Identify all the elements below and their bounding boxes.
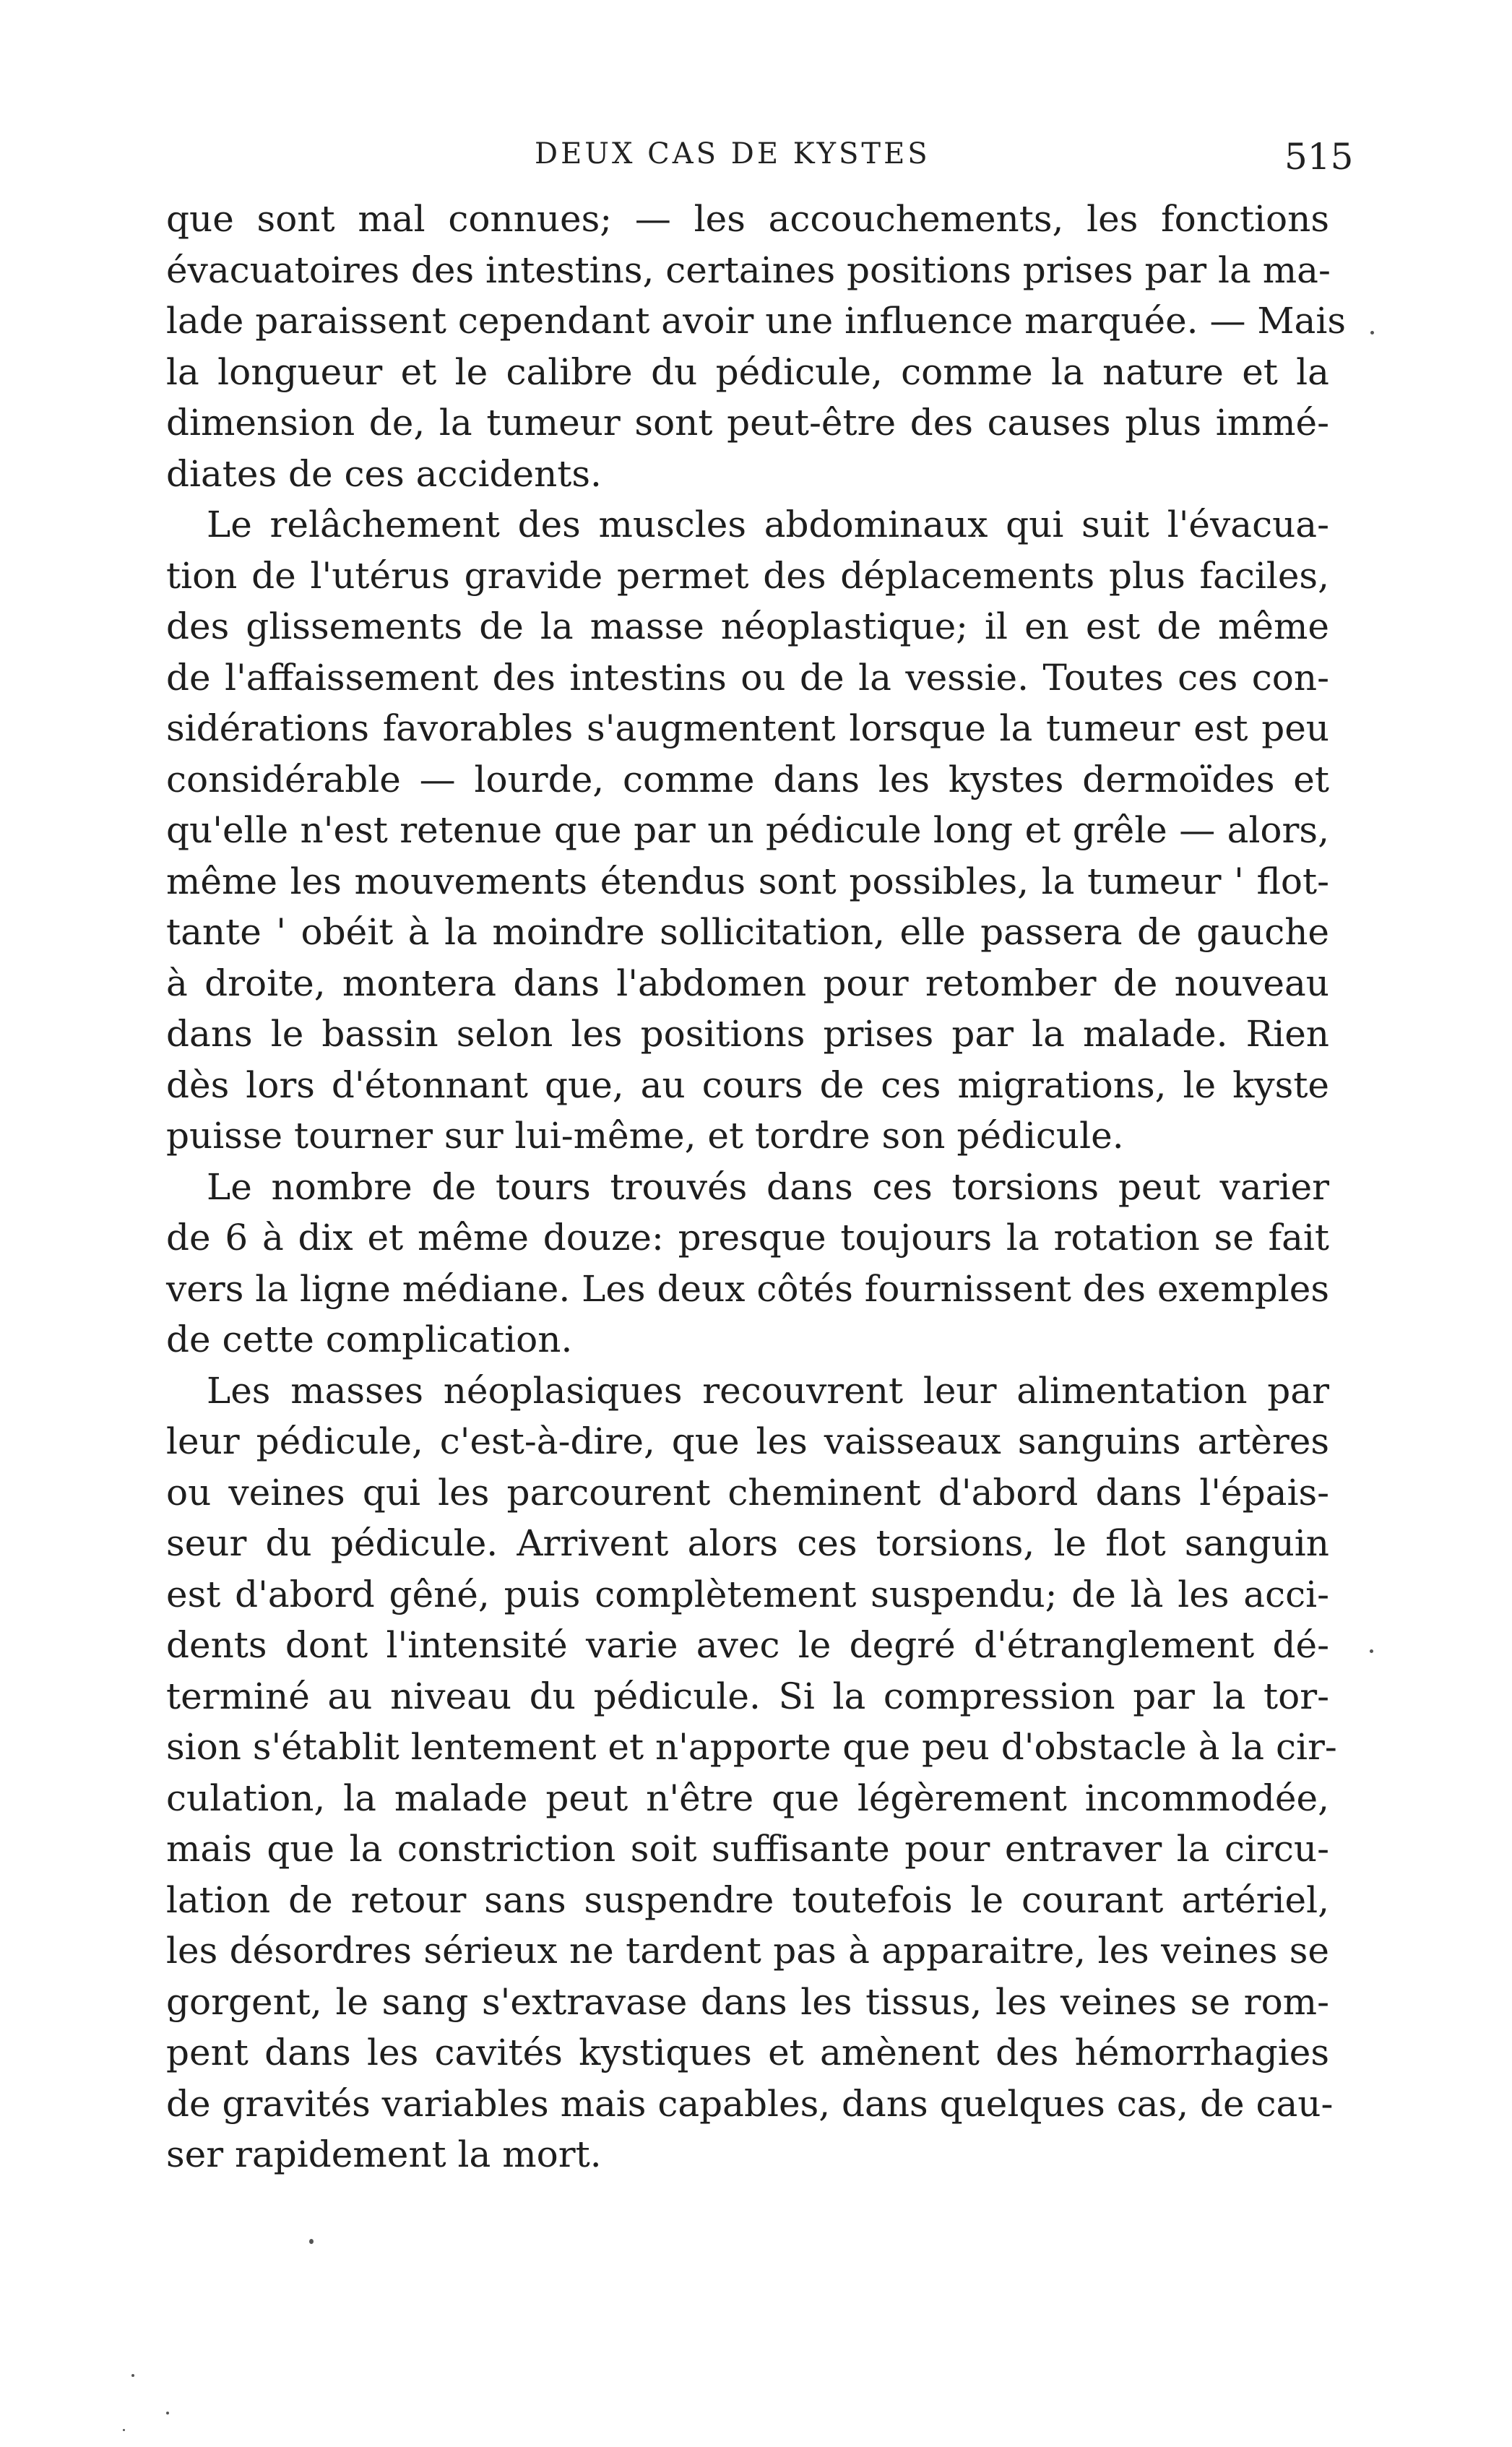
text-line: diates de ces accidents. [166, 452, 602, 495]
text-line: de l'affaissement des intestins ou de la vessie. Toutes ces con- [166, 656, 1329, 699]
text-line: que sont mal connues; — les accouchements, les fonctions [166, 198, 1329, 240]
print-speck [1370, 1649, 1373, 1653]
text-line: les désordres sérieux ne tardent pas à apparaitre, les veines se [166, 1930, 1329, 1972]
text-line: vers la ligne médiane. Les deux côtés fournissent des exemples [166, 1267, 1329, 1310]
text-line: dents dont l'intensité varie avec le degré d'étranglement dé- [166, 1624, 1329, 1666]
text-line: Les masses néoplasiques recouvrent leur alimentation par [207, 1369, 1329, 1412]
print-speck [123, 2429, 125, 2431]
paragraph [166, 1365, 1337, 2180]
page-number: 515 [1284, 136, 1354, 178]
text-line: sion s'établit lentement et n'apporte que peu d'obstacle à la cir- [166, 1726, 1337, 1768]
text-line: lation de retour sans suspendre toutefois le courant artériel, [166, 1878, 1329, 1921]
text-line: considérable — lourde, comme dans les kystes dermoïdes et [166, 758, 1329, 800]
paragraph [166, 499, 1329, 1162]
text-line: tion de l'utérus gravide permet des déplacements plus faciles, [166, 554, 1329, 597]
text-line: ser rapidement la mort. [166, 2133, 602, 2175]
body-text [166, 194, 1347, 2180]
text-line: la longueur et le calibre du pédicule, comme la nature et la [166, 350, 1329, 393]
text-line: seur du pédicule. Arrivent alors ces torsions, le flot sanguin [166, 1522, 1329, 1564]
text-line: même les mouvements étendus sont possibles, la tumeur ' flot- [166, 860, 1329, 902]
text-line: évacuatoires des intestins, certaines positions prises par la ma- [166, 249, 1331, 291]
text-line: dès lors d'étonnant que, au cours de ces migrations, le kyste [166, 1063, 1329, 1106]
text-line: sidérations favorables s'augmentent lorsque la tumeur est peu [166, 707, 1329, 749]
print-speck [166, 2412, 169, 2414]
running-head: DEUX CAS DE KYSTES [535, 137, 930, 171]
text-line: dans le bassin selon les positions prises par la malade. Rien [166, 1013, 1329, 1055]
text-line: gorgent, le sang s'extravase dans les tissus, les veines se rom- [166, 1980, 1329, 2023]
text-line: dimension de, la tumeur sont peut-être des causes plus immé- [166, 402, 1329, 444]
text-line: leur pédicule, c'est-à-dire, que les vaisseaux sanguins artères [166, 1420, 1329, 1462]
text-line: terminé au niveau du pédicule. Si la compression par la tor- [166, 1675, 1329, 1717]
text-line: pent dans les cavités kystiques et amènent des hémorrhagies [166, 2032, 1329, 2073]
text-line: à droite, montera dans l'abdomen pour retomber de nouveau [166, 962, 1329, 1004]
text-line: des glissements de la masse néoplastique; il en est de même [166, 605, 1329, 647]
paragraph [166, 194, 1347, 499]
text-line: lade paraissent cependant avoir une influence marquée. — Mais [166, 300, 1347, 342]
text-line: est d'abord gêné, puis complètement suspendu; de là les acci- [166, 1573, 1329, 1615]
print-speck [309, 2239, 314, 2244]
text-line: de 6 à dix et même douze: presque toujours la rotation se fait [166, 1217, 1329, 1259]
text-line: Le nombre de tours trouvés dans ces torsions peut varier [207, 1165, 1329, 1208]
text-line: Le relâchement des muscles abdominaux qui suit l'évacua- [207, 504, 1329, 545]
text-line: tante ' obéit à la moindre sollicitation, elle passera de gauche [166, 911, 1329, 953]
paragraph [166, 1162, 1329, 1365]
text-line: de gravités variables mais capables, dans quelques cas, de cau- [166, 2082, 1334, 2125]
text-line: puisse tourner sur lui-même, et tordre son pédicule. [166, 1115, 1124, 1157]
text-line: de cette complication. [166, 1319, 573, 1360]
print-speck [1370, 331, 1374, 335]
print-speck [131, 2374, 134, 2377]
text-line: qu'elle n'est retenue que par un pédicule long et grêle — alors, [166, 809, 1329, 851]
text-line: mais que la constriction soit suffisante pour entraver la circu- [166, 1828, 1329, 1870]
text-line: culation, la malade peut n'être que légèrement incommodée, [166, 1777, 1329, 1819]
text-line: ou veines qui les parcourent cheminent d'abord dans l'épais- [166, 1471, 1329, 1514]
